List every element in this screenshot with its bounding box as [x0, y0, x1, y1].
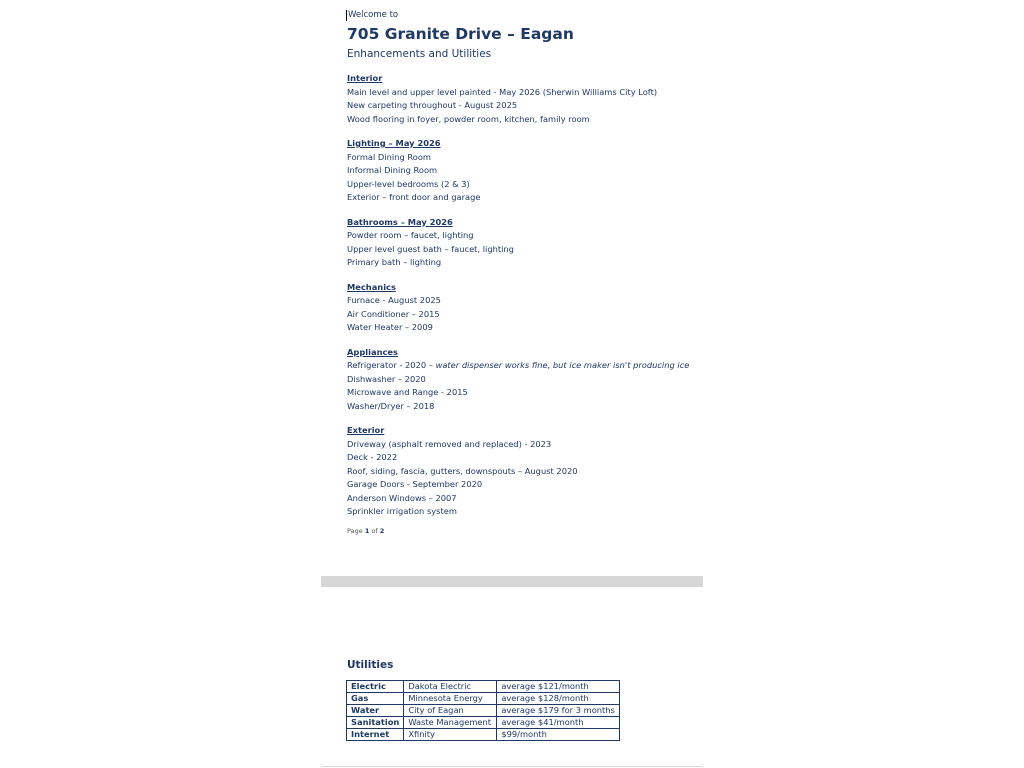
- document-page-2: [321, 587, 703, 768]
- list-item: Garage Doors - September 2020: [347, 479, 483, 489]
- list-item: Anderson Windows – 2007: [347, 492, 457, 503]
- welcome-text[interactable]: Welcome to: [346, 10, 687, 21]
- table-row: [347, 729, 620, 741]
- page-number-current: 1: [364, 527, 370, 535]
- section-heading: Appliances: [347, 346, 398, 357]
- utility-provider: Dakota Electric: [404, 681, 497, 693]
- utilities-title: Utilities: [347, 659, 394, 671]
- list-item: Powder room – faucet, lighting: [347, 230, 474, 240]
- list-item: Upper-level bedrooms (2 & 3): [347, 178, 470, 189]
- list-item: Upper level guest bath – faucet, lighting: [347, 243, 514, 254]
- utility-cost: $99/month: [497, 729, 620, 741]
- utility-cost: average $41/month: [497, 717, 620, 729]
- list-item: Microwave and Range - 2015: [347, 387, 468, 397]
- page-number-of: of: [371, 527, 378, 535]
- list-item: Exterior – front door and garage: [347, 192, 481, 202]
- table-row: [347, 693, 620, 705]
- table-row: [347, 705, 620, 717]
- utility-provider: City of Eagan: [404, 705, 497, 717]
- list-item: [347, 359, 690, 373]
- table-row: [347, 681, 620, 693]
- list-item: Roof, siding, fascia, gutters, downspouts – August 2020: [347, 465, 578, 476]
- list-item: Driveway (asphalt removed and replaced) - 2023: [347, 438, 552, 449]
- page-number: [347, 527, 384, 535]
- utility-type: Water: [347, 705, 404, 717]
- section-mechanics: [347, 281, 687, 335]
- list-item: Primary bath – lighting: [347, 257, 442, 267]
- list-item: Main level and upper level painted - May 2026 (Sherwin Williams City Loft): [347, 86, 658, 97]
- utility-cost: average $179 for 3 months: [497, 705, 620, 717]
- list-item: Air Conditioner – 2015: [347, 308, 440, 319]
- utility-provider: Waste Management: [404, 717, 497, 729]
- page-bottom-separator: [321, 766, 703, 767]
- utility-cost: average $128/month: [497, 693, 620, 705]
- list-item: New carpeting throughout - August 2025: [347, 100, 518, 110]
- section-heading: Interior: [347, 73, 383, 83]
- utility-type: Internet: [347, 729, 404, 741]
- list-item: Informal Dining Room: [347, 165, 438, 175]
- list-item: Wood flooring in foyer, powder room, kitchen, family room: [347, 113, 590, 124]
- page-1-content: [347, 10, 690, 519]
- property-address-title: 705 Granite Drive – Eagan: [347, 25, 574, 43]
- refrigerator-text: Refrigerator - 2020 –: [347, 360, 436, 370]
- list-item: Furnace - August 2025: [347, 295, 441, 305]
- utilities-table: [346, 680, 620, 741]
- section-exterior: [347, 424, 687, 519]
- section-heading: Mechanics: [347, 281, 396, 292]
- utility-type: Gas: [347, 693, 404, 705]
- utility-type: Sanitation: [347, 717, 404, 729]
- utility-provider: Minnesota Energy: [404, 693, 497, 705]
- list-item: Dishwasher – 2020: [347, 373, 426, 384]
- section-lighting: [347, 137, 687, 205]
- page-number-label: Page: [347, 527, 363, 535]
- section-appliances: [347, 346, 690, 414]
- refrigerator-note: water dispenser works fine, but ice maker isn't producing ice: [435, 360, 690, 370]
- list-item: Water Heater – 2009: [347, 322, 433, 332]
- page-separator: [321, 576, 703, 587]
- section-bathrooms: [347, 216, 687, 270]
- section-interior: [347, 72, 687, 126]
- utility-type: Electric: [347, 681, 404, 693]
- page-number-total: 2: [379, 527, 385, 535]
- list-item: Formal Dining Room: [347, 151, 431, 162]
- list-item: Washer/Dryer – 2018: [347, 400, 435, 411]
- document-page-1: [321, 0, 703, 576]
- section-heading: Exterior: [347, 425, 385, 435]
- document-subtitle: Enhancements and Utilities: [347, 48, 492, 60]
- section-heading: Lighting – May 2026: [347, 138, 441, 148]
- list-item: Deck - 2022: [347, 452, 398, 462]
- table-row: [347, 717, 620, 729]
- list-item: Sprinkler irrigation system: [347, 506, 457, 516]
- utility-provider: Xfinity: [404, 729, 497, 741]
- section-heading: Bathrooms – May 2026: [347, 216, 453, 227]
- utility-cost: average $121/month: [497, 681, 620, 693]
